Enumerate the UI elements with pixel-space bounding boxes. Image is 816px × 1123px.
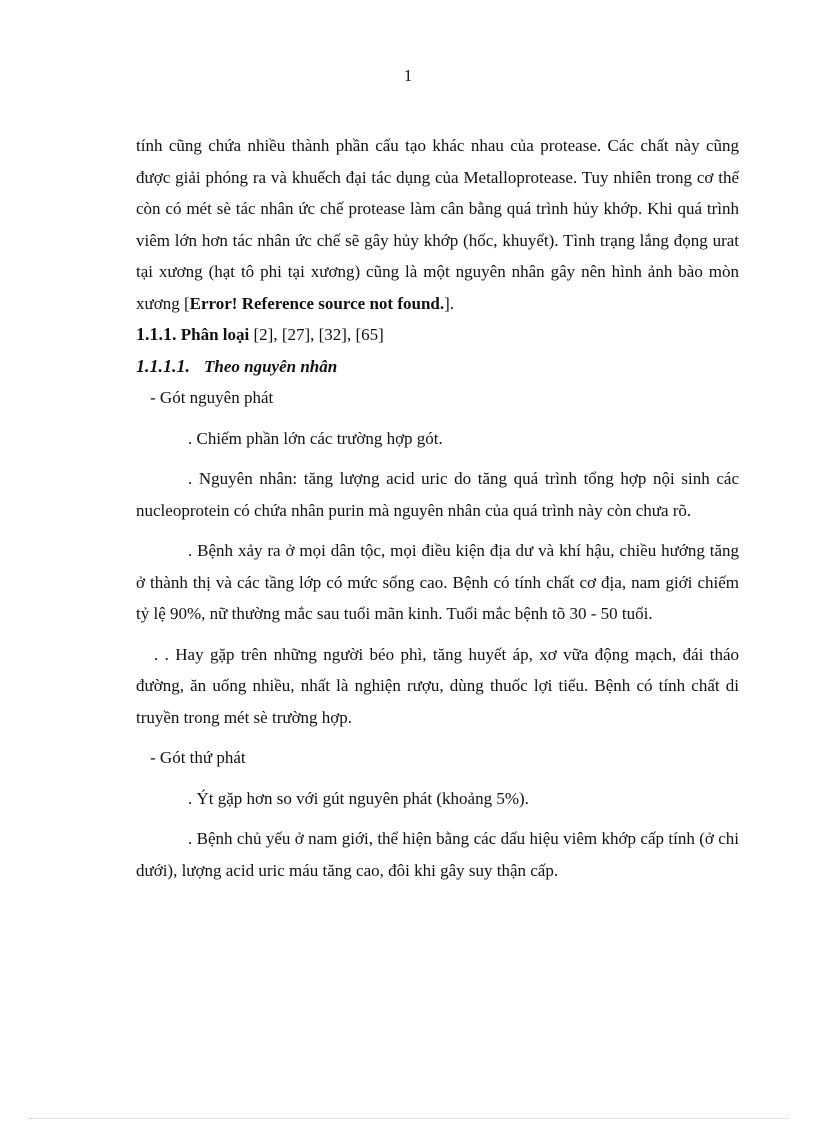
page-bottom-border <box>28 1118 788 1119</box>
reference-error: Error! Reference source not found. <box>189 293 445 313</box>
intro-paragraph <box>136 130 739 319</box>
primary-gout-label: - Gót nguyên phát <box>150 388 274 407</box>
document-body <box>136 130 739 886</box>
page-number: 1 <box>403 66 413 85</box>
primary-point-2: . Nguyên nhân: tăng lượng acid uric do tăng quá trình tổng hợp nội sinh các nucleoprotein có chứa nhân purin mà nguyên nhân của quá trình này còn chưa rõ. <box>136 469 739 520</box>
subsection-title: Theo nguyên nhân <box>204 356 338 376</box>
primary-point-4: . . Hay gặp trên những người béo phì, tăng huyết áp, xơ vữa động mạch, đái tháo đường, ăn uống nhiều, nhất là nghiện rượu, dùng thuốc lợi tiểu. Bệnh có tính chất di truyền trong mét sè trường hợp. <box>136 644 739 727</box>
secondary-point-1: . Ýt gặp hơn so với gút nguyên phát (khoảng 5%). <box>188 788 529 808</box>
section-heading-1-1-1 <box>136 319 739 351</box>
intro-end: ]. <box>444 293 455 313</box>
secondary-point-2: . Bệnh chủ yếu ở nam giới, thể hiện bằng các dấu hiệu viêm khớp cấp tính (ở chi dưới), lượng acid uric máu tăng cao, đôi khi gây suy thận cấp. <box>136 829 739 880</box>
section-title: Phân loại <box>180 325 250 344</box>
secondary-gout-label: - Gót thứ phát <box>150 748 246 767</box>
primary-point-1: . Chiếm phần lớn các trường hợp gót. <box>188 428 443 448</box>
section-heading-1-1-1-1 <box>136 351 739 383</box>
intro-text: tính cũng chứa nhiều thành phần cấu tạo khác nhau của protease. Các chất này cũng được giải phóng ra và khuếch đại tác dụng của Metalloprotease. Tuy nhiên trong cơ thể còn có mét sè tác nhân ức chế protease làm cân bằng quá trình hủy khớp. Khi quá trình viêm lớn hơn tác nhân ức chế sẽ gây hủy khớp (hốc, khuyết). Tình trạng lắng đọng urat tại xương (hạt tô phi tại xương) cũng là một nguyên nhân gây nên hình ảnh bào mòn xương [ <box>136 136 739 313</box>
primary-point-3: . Bệnh xảy ra ở mọi dân tộc, mọi điều kiện địa dư và khí hậu, chiều hướng tăng ở thành thị và các tầng lớp có mức sống cao. Bệnh có tính chất cơ địa, nam giới chiếm tỷ lệ 90%, nữ thường mắc sau tuổi mãn kinh. Tuổi mắc bệnh tõ 30 - 50 tuổi. <box>136 541 739 623</box>
section-number: 1.1.1. <box>136 324 177 344</box>
subsection-number: 1.1.1.1. <box>136 355 190 376</box>
section-refs: [2], [27], [32], [65] <box>249 325 384 344</box>
